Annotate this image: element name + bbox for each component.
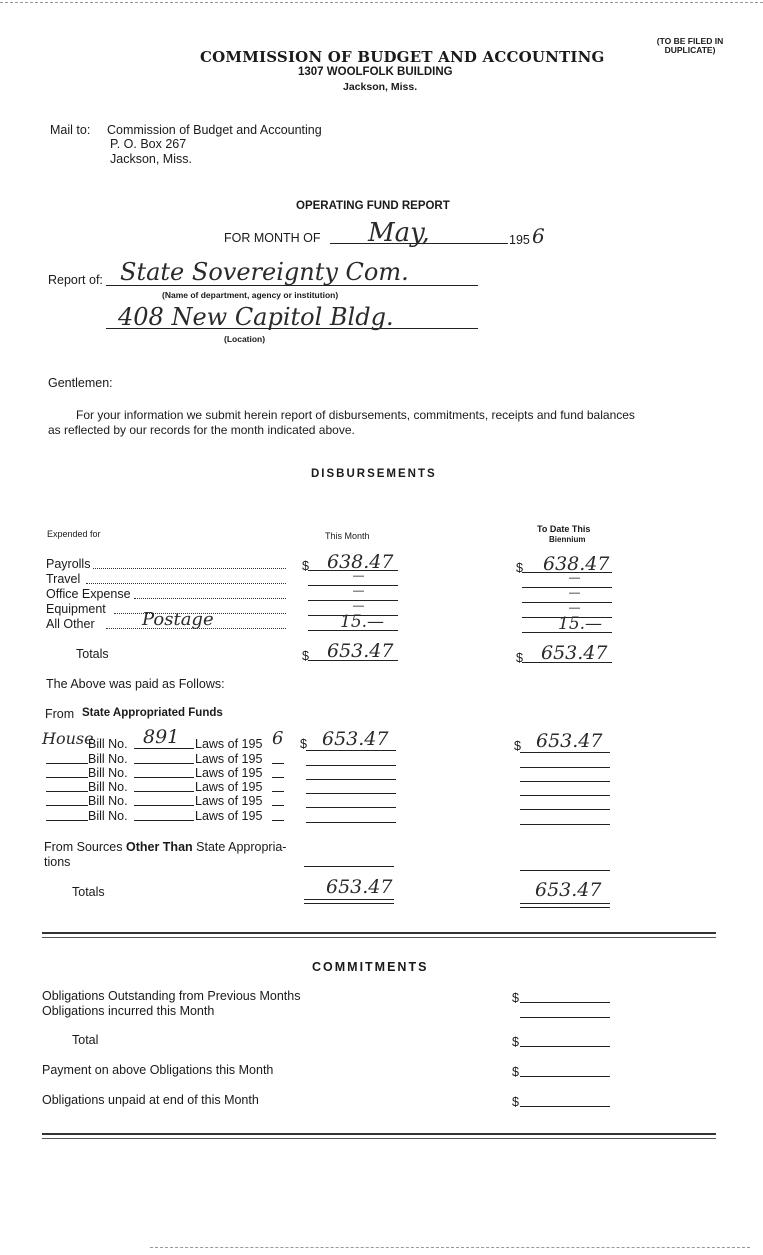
commit-line <box>520 1046 610 1047</box>
laws-label: Laws of 195 <box>195 809 263 823</box>
row-leader <box>134 598 286 599</box>
dollar-sign: $ <box>516 651 523 665</box>
bill-to-date-line <box>520 767 610 768</box>
to-date-line <box>522 602 612 603</box>
commit-line <box>520 1002 610 1003</box>
bill-no-line <box>134 820 194 821</box>
bill-this-month-line <box>306 807 396 808</box>
obligations-incurred: Obligations incurred this Month <box>42 1004 215 1018</box>
bill-to-date-line <box>520 809 610 810</box>
bill-this-month-line <box>306 765 396 766</box>
laws-label: Laws of 195 <box>195 752 263 766</box>
bill-to-date-line <box>520 781 610 782</box>
bill-no-line <box>134 763 194 764</box>
first-bill-number: 891 <box>143 726 180 748</box>
totals-to-date: 653.47 <box>541 642 608 664</box>
house-handwritten: House <box>42 729 94 748</box>
all-other-to-date: 15.— <box>558 614 603 634</box>
all-other-handwritten: Postage <box>142 609 214 630</box>
report-of-value: State Sovereignty Com. <box>120 258 409 286</box>
laws-year-line <box>272 777 284 778</box>
month-value: May, <box>368 218 430 248</box>
row-label-equipment: Equipment <box>46 602 106 616</box>
payment-totals-line <box>304 903 394 904</box>
disbursements-title: DISBURSEMENTS <box>311 468 437 480</box>
office-this-month: — <box>353 585 364 597</box>
first-bill-this-month: 653.47 <box>322 728 389 750</box>
other-sources-bold: Other Than <box>125 840 193 854</box>
city-line: Jackson, Miss. <box>343 81 418 93</box>
report-title: OPERATING FUND REPORT <box>296 200 450 212</box>
other-this-month-line <box>304 866 394 867</box>
year-prefix: 195 <box>509 233 530 247</box>
dollar-sign: $ <box>302 559 309 573</box>
laws-label: Laws of 195 <box>195 794 263 808</box>
bill-this-month-line <box>306 779 396 780</box>
bill-this-month-line <box>306 793 396 794</box>
bill-label: Bill No. <box>88 780 128 794</box>
dollar-sign: $ <box>514 739 521 753</box>
bill-label: Bill No. <box>88 809 128 823</box>
bill-this-month-line <box>306 750 396 751</box>
bill-no-line <box>134 805 194 806</box>
dollar-sign: $ <box>302 649 309 663</box>
month-label: FOR MONTH OF <box>224 231 321 245</box>
bill-label: Bill No. <box>88 794 128 808</box>
commit-line <box>520 1076 610 1077</box>
bill-prefix-line <box>46 820 88 821</box>
bill-no-line <box>134 748 194 749</box>
building-line: 1307 WOOLFOLK BUILDING <box>298 66 453 78</box>
col-to-date-1: To Date This <box>537 524 591 534</box>
payment-totals-line <box>304 899 394 900</box>
location-caption: (Location) <box>224 334 266 344</box>
bill-prefix-line <box>46 791 88 792</box>
mail-to-line3: Jackson, Miss. <box>110 152 192 166</box>
equipment-this-month: — <box>353 600 364 612</box>
bottom-perforation <box>150 1247 750 1248</box>
row-leader <box>93 568 286 569</box>
dollar-sign: $ <box>516 561 523 575</box>
travel-to-date: — <box>569 572 580 584</box>
mail-to-label: Mail to: <box>50 123 91 137</box>
mail-to-line2: P. O. Box 267 <box>110 137 187 151</box>
payment-totals-label: Totals <box>72 885 105 899</box>
location-value: 408 New Capitol Bldg. <box>118 303 394 331</box>
letter-body-1: For your information we submit herein report of disbursements, commitments, receipts and fund balances <box>76 408 635 422</box>
other-sources-text <box>44 840 286 854</box>
state-funds-label: State Appropriated Funds <box>82 707 223 719</box>
col-to-date-2: Biennium <box>549 535 586 544</box>
laws-year-line <box>272 820 284 821</box>
top-perforation <box>0 2 763 3</box>
laws-label: Laws of 195 <box>195 780 263 794</box>
filed-note: (TO BE FILED IN DUPLICATE) <box>656 36 724 55</box>
totals-this-month: 653.47 <box>327 640 394 662</box>
totals-label: Totals <box>76 647 109 661</box>
dollar-sign: $ <box>300 737 307 751</box>
dollar-sign: $ <box>512 1095 519 1109</box>
row-label-office: Office Expense <box>46 587 131 601</box>
bill-label: Bill No. <box>88 766 128 780</box>
other-sources-3: tions <box>44 855 71 869</box>
paid-as-follows: The Above was paid as Follows: <box>46 677 225 691</box>
payment-totals-line <box>520 903 610 904</box>
other-to-date-line <box>520 870 610 871</box>
from-label: From <box>45 707 75 721</box>
payroll-to-date: 638.47 <box>543 553 610 575</box>
obligations-outstanding: Obligations Outstanding from Previous Months <box>42 989 301 1003</box>
laws-label: Laws of 195 <box>195 766 263 780</box>
section-divider <box>42 1133 716 1139</box>
report-of-label: Report of: <box>48 273 103 287</box>
laws-year-line <box>272 791 284 792</box>
commit-line <box>520 1017 610 1018</box>
bill-label: Bill No. <box>88 752 128 766</box>
letter-body-2: as reflected by our records for the month indicated above. <box>48 423 355 437</box>
bill-no-line <box>134 777 194 778</box>
bill-to-date-line <box>520 795 610 796</box>
year-suffix: 6 <box>532 224 545 248</box>
commission-title: COMMISSION OF BUDGET AND ACCOUNTING <box>200 48 605 66</box>
travel-this-month: — <box>353 570 364 582</box>
bill-prefix-line <box>46 805 88 806</box>
bill-label: Bill No. <box>88 737 128 751</box>
salutation: Gentlemen: <box>48 376 113 390</box>
unpaid-obligations-label: Obligations unpaid at end of this Month <box>42 1093 259 1107</box>
all-other-this-month: 15.— <box>340 612 385 632</box>
commitments-title: COMMITMENTS <box>312 960 429 974</box>
row-label-travel: Travel <box>46 572 81 586</box>
laws-label: Laws of 195 <box>195 737 263 751</box>
to-date-line <box>522 587 612 588</box>
bill-to-date-line <box>520 752 610 753</box>
other-sources-1: From Sources <box>44 840 123 854</box>
bill-no-line <box>134 791 194 792</box>
dollar-sign: $ <box>512 1035 519 1049</box>
payment-totals-line <box>520 907 610 908</box>
mail-to-line1: Commission of Budget and Accounting <box>107 123 322 137</box>
office-to-date: — <box>569 587 580 599</box>
bill-to-date-line <box>520 824 610 825</box>
payment-totals-to-date: 653.47 <box>535 879 602 901</box>
dept-caption: (Name of department, agency or institution) <box>162 290 339 300</box>
bill-prefix-line <box>46 777 88 778</box>
row-label-payrolls: Payrolls <box>46 557 91 571</box>
payment-obligations-label: Payment on above Obligations this Month <box>42 1063 274 1077</box>
bill-this-month-line <box>306 822 396 823</box>
commit-line <box>520 1106 610 1107</box>
section-divider <box>42 932 716 938</box>
laws-year-line <box>272 763 284 764</box>
other-sources-2: State Appropria- <box>196 840 287 854</box>
commit-total-label: Total <box>72 1033 99 1047</box>
first-bill-to-date: 653.47 <box>536 730 603 752</box>
laws-year-line <box>272 805 284 806</box>
row-label-all-other: All Other <box>46 617 95 631</box>
payroll-this-month: 638.47 <box>327 551 394 573</box>
first-year-suffix: 6 <box>272 728 284 749</box>
payment-totals-this-month: 653.47 <box>326 876 393 898</box>
bill-prefix-line <box>46 763 88 764</box>
row-leader <box>86 583 286 584</box>
col-expended: Expended for <box>47 529 101 539</box>
col-this-month: This Month <box>325 531 370 541</box>
dollar-sign: $ <box>512 1065 519 1079</box>
dollar-sign: $ <box>512 991 519 1005</box>
equipment-to-date: — <box>569 602 580 614</box>
